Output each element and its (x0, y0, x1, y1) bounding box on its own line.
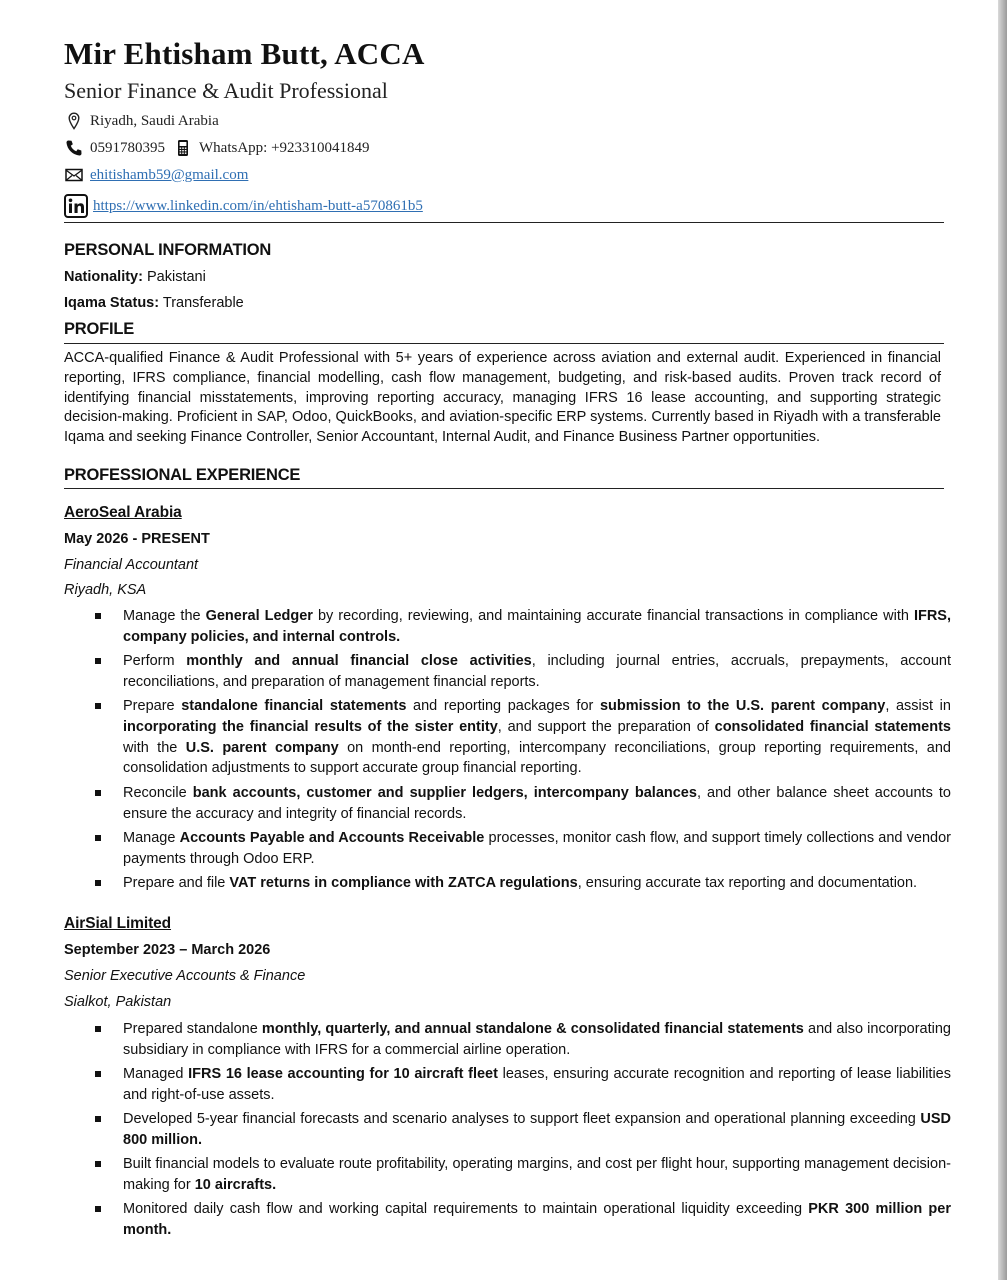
bullet-text: and also incorporating subsidiary in compliance with IFRS for a commercial airline operation. (123, 1021, 951, 1058)
bullet-marker (95, 658, 101, 664)
job-role: Senior Executive Accounts & Finance (64, 968, 306, 984)
profile-heading: PROFILE (64, 320, 135, 338)
bullet-marker (95, 613, 101, 619)
bullet-bold-text: monthly and annual financial close activities (186, 653, 532, 669)
bullet-text: Monitored daily cash flow and working capital requirements to maintain operational liquidity exceeding (123, 1201, 809, 1217)
whatsapp-number: WhatsApp: +923310041849 (199, 139, 370, 156)
bullet-text: , ensuring accurate tax reporting and documentation. (577, 875, 918, 891)
linkedin-link[interactable]: https://www.linkedin.com/in/ehtisham-butt-a570861b5 (93, 197, 423, 214)
bullet-bold-text: monthly, quarterly, and annual standalone & consolidated financial statements (261, 1021, 804, 1037)
bullet-text: with the (123, 739, 186, 756)
list-item (123, 1154, 951, 1196)
bullet-text: Perform (123, 653, 187, 669)
company-name: AirSial Limited (64, 915, 172, 932)
job-location: Sialkot, Pakistan (64, 994, 172, 1010)
bullet-text: on month-end reporting, intercompany reconciliations, group reporting requirements, and consolidation adjustments to support accurate group financial reporting. (123, 739, 952, 777)
email-row (64, 164, 248, 186)
candidate-title: Senior Finance & Audit Professional (64, 78, 388, 103)
bullet-bold-text: PKR 300 million per month. (123, 1201, 951, 1238)
iqama-value: Transferable (162, 295, 244, 311)
iqama-row (64, 295, 244, 311)
linkedin-row (64, 193, 423, 219)
candidate-name: Mir Ehtisham Butt, ACCA (64, 36, 425, 71)
experience-divider (64, 488, 944, 489)
bullet-marker (95, 703, 101, 709)
nationality-label: Nationality: (64, 269, 143, 285)
header-divider (64, 222, 944, 223)
bullet-marker (95, 790, 101, 796)
bullet-bold-text: General Ledger (205, 608, 313, 624)
bullet-bold-text: IFRS, company policies, and internal controls. (123, 608, 951, 645)
nationality-value: Pakistani (146, 269, 206, 285)
bullet-text: processes, monitor cash flow, and support timely collections and vendor payments through Odoo ERP. (123, 830, 951, 867)
location-pin-icon (64, 111, 84, 131)
list-item (123, 828, 951, 870)
bullet-marker (95, 1206, 101, 1212)
bullet-marker (95, 880, 101, 886)
bullet-bold-text: Accounts Payable and Accounts Receivable (179, 830, 485, 846)
job-role: Financial Accountant (64, 557, 199, 573)
phone-row (64, 137, 370, 159)
list-item (123, 783, 951, 825)
bullet-bold-text: U.S. parent company (185, 739, 339, 756)
list-item (123, 1064, 951, 1106)
bullet-text: , and support the preparation of (497, 718, 715, 735)
list-item (123, 696, 951, 779)
bullet-text: , and other balance sheet accounts to ensure the accuracy and integrity of financial records. (123, 785, 951, 822)
phone-number: 0591780395 (90, 139, 165, 156)
linkedin-icon (64, 194, 88, 218)
bullet-text: Prepared standalone (123, 1021, 262, 1037)
bullet-bold-text: standalone financial statements (181, 698, 407, 714)
bullet-marker (95, 1071, 101, 1077)
bullet-bold-text: IFRS 16 lease accounting for 10 aircraft fleet (188, 1066, 498, 1082)
list-item (123, 873, 951, 894)
phone-icon (64, 138, 84, 158)
list-item (123, 651, 951, 693)
bullet-bold-text: USD 800 million. (123, 1111, 951, 1148)
job-location: Riyadh, KSA (64, 582, 147, 598)
location-row (64, 110, 219, 132)
bullet-text: Built financial models to evaluate route profitability, operating margins, and cost per flight hour, supporting management decision-making for (123, 1156, 951, 1193)
email-link[interactable]: ehitishamb59@gmail.com (90, 166, 249, 183)
bullet-bold-text: VAT returns in compliance with ZATCA regulations (229, 875, 578, 891)
bullet-text: Managed (123, 1066, 189, 1082)
bullet-text: , assist in (885, 698, 951, 714)
bullet-bold-text: submission to the U.S. parent company (599, 698, 886, 714)
list-item (123, 1199, 951, 1241)
experience-heading: PROFESSIONAL EXPERIENCE (64, 466, 301, 484)
mobile-phone-icon (173, 138, 193, 158)
bullet-text: Prepare (123, 698, 182, 714)
bullet-text: Manage (123, 830, 180, 846)
bullet-text: Manage the (123, 608, 206, 624)
bullet-bold-text: consolidated financial statements (714, 718, 951, 735)
location-text: Riyadh, Saudi Arabia (90, 112, 219, 129)
bullet-marker (95, 1161, 101, 1167)
bullet-marker (95, 1116, 101, 1122)
bullet-text: Developed 5-year financial forecasts and scenario analyses to support fleet expansion and operational planning exceeding (123, 1111, 921, 1127)
nationality-row (64, 269, 206, 285)
iqama-label: Iqama Status: (64, 295, 160, 311)
bullet-marker (95, 1026, 101, 1032)
list-item (123, 1109, 951, 1151)
page-edge-shadow (998, 0, 1007, 1280)
company-name: AeroSeal Arabia (64, 504, 182, 521)
personal-info-heading: PERSONAL INFORMATION (64, 241, 272, 259)
bullet-text: and reporting packages for (406, 698, 600, 714)
bullet-text: Reconcile (123, 785, 193, 801)
bullet-bold-text: 10 aircrafts. (194, 1176, 277, 1193)
bullet-text: Prepare and file (123, 875, 230, 891)
bullet-marker (95, 835, 101, 841)
list-item (123, 606, 951, 648)
job-dates: September 2023 – March 2026 (64, 942, 271, 958)
email-icon (64, 165, 84, 185)
bullet-text: by recording, reviewing, and maintaining accurate financial transactions in compliance with (312, 608, 914, 624)
list-item (123, 1019, 951, 1061)
bullet-text: leases, ensuring accurate recognition and reporting of lease liabilities and right-of-use assets. (123, 1066, 951, 1103)
profile-divider (64, 343, 944, 344)
job-dates: May 2026 - PRESENT (64, 531, 210, 547)
bullet-bold-text: incorporating the financial results of the sister entity (123, 718, 498, 735)
bullet-bold-text: bank accounts, customer and supplier ledgers, intercompany balances (192, 785, 697, 801)
bullet-text: , including journal entries, accruals, prepayments, account reconciliations, and preparation of management financial reports. (123, 653, 952, 690)
profile-summary: ACCA-qualified Finance & Audit Professional with 5+ years of experience across aviation and external audit. Experienced in financial reporting, IFRS compliance, financial modelling, cash flow management, budgeting, and risk-based audits. Proven track record of identifying financial misstatements, improving reporting accuracy, managing IFRS 16 lease accounting, and supporting strategic decision-making. Proficient in SAP, Odoo, QuickBooks, and aviation-specific ERP systems. Currently based in Riyadh with a transferable Iqama and seeking Finance Controller, Senior Accountant, Internal Audit, and Finance Business Partner opportunities. (64, 350, 941, 446)
